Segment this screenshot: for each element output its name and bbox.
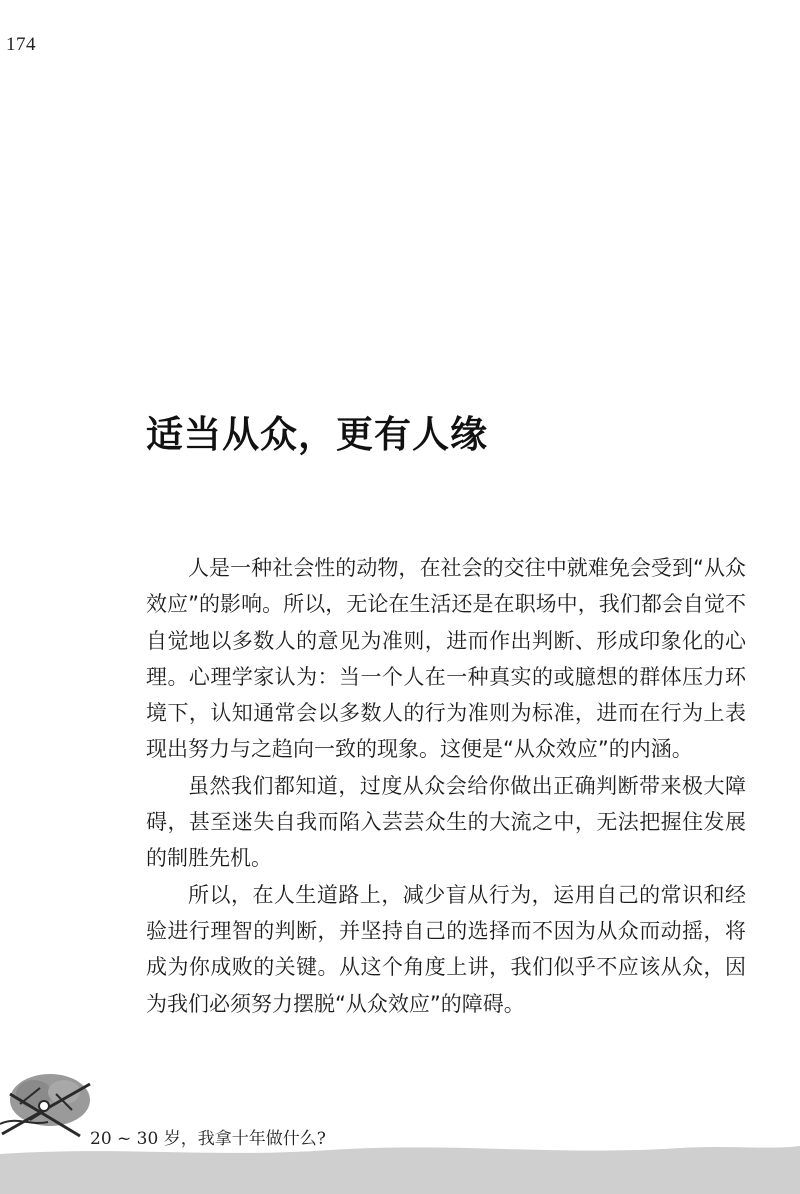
tree-illustration-icon (0, 1064, 100, 1150)
paragraph-2: 虽然我们都知道，过度从众会给你做出正确判断带来极大障碍，甚至迷失自我而陷入芸芸众生的大流之中，无法把握住发展的制胜先机。 (146, 773, 746, 871)
chapter-title: 适当从众，更有人缘 (146, 413, 488, 456)
page-number: 174 (6, 34, 36, 55)
paragraph-1: 人是一种社会性的动物，在社会的交往中就难免会受到“从众效应”的影响。所以，无论在生活还是在职场中，我们都会自觉不自觉地以多数人的意见为准则，进而作出判断、形成印象化的心理。心理学家认为：当一个人在一种真实的或臆想的群体压力环境下，认知通常会以多数人的行为准则为标准，进而在行为上表现出努力与之趋向一致的现象。这便是“从众效应”的内涵。 (146, 556, 746, 762)
paragraph-3: 所以，在人生道路上，减少盲从行为，运用自己的常识和经验进行理智的判断，并坚持自己的选择而不因为从众而动摇，将成为你成败的关键。从这个角度上讲，我们似乎不应该从众，因为我们必须努力摆脱“从众效应”的障碍。 (146, 882, 746, 1016)
running-footer: 20 ~ 30 岁，我拿十年做什么? (90, 1129, 326, 1149)
body-text (146, 550, 746, 1022)
